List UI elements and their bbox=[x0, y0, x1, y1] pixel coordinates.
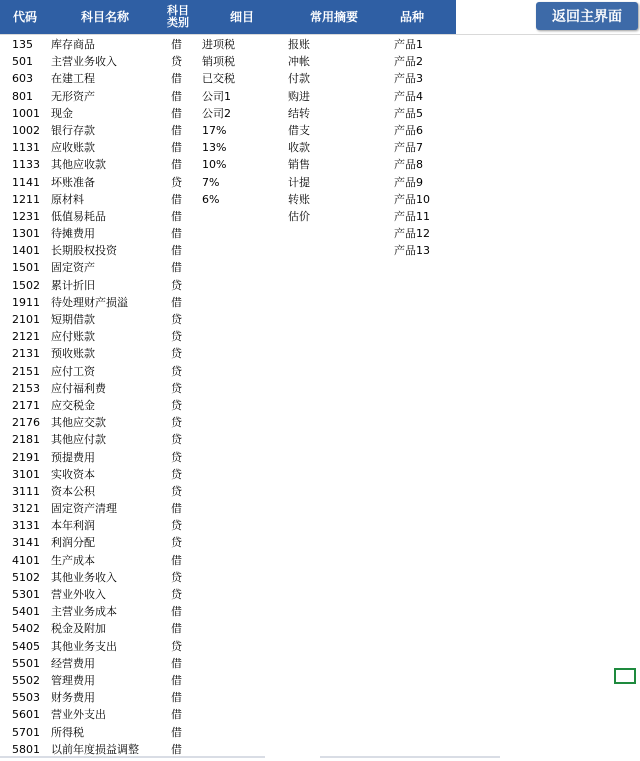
account-code-cell[interactable]: 5601 bbox=[12, 708, 40, 722]
header-subject-type bbox=[160, 0, 196, 34]
header-subject-type-line1: 科目 bbox=[167, 4, 189, 17]
detail-cell[interactable]: 已交税 bbox=[202, 72, 235, 86]
account-type-cell[interactable]: 借 bbox=[171, 89, 182, 103]
summary-cell[interactable]: 收款 bbox=[288, 141, 310, 155]
account-code-cell[interactable]: 5301 bbox=[12, 588, 40, 601]
product-cell[interactable]: 产品5 bbox=[394, 106, 423, 120]
account-type-cell[interactable]: 贷 bbox=[171, 364, 182, 378]
product-cell[interactable]: 产品11 bbox=[394, 209, 430, 223]
account-code-cell[interactable]: 1141 bbox=[12, 175, 40, 189]
account-code-cell[interactable]: 3141 bbox=[12, 536, 40, 550]
account-name-cell[interactable]: 待处理财产损溢 bbox=[51, 295, 128, 309]
account-type-cell[interactable]: 借 bbox=[171, 106, 182, 120]
product-cell[interactable]: 产品1 bbox=[394, 38, 423, 51]
header-subject-type-line2: 类别 bbox=[167, 16, 189, 29]
detail-cell[interactable]: 13% bbox=[202, 141, 227, 155]
account-name-cell[interactable]: 生产成本 bbox=[51, 553, 95, 567]
account-code-cell[interactable]: 5801 bbox=[12, 742, 40, 756]
detail-cell[interactable]: 6% bbox=[202, 192, 220, 206]
detail-cell[interactable]: 公司1 bbox=[202, 89, 231, 103]
product-cell[interactable]: 产品9 bbox=[394, 175, 423, 189]
account-code-cell[interactable]: 5502 bbox=[12, 673, 40, 687]
account-name-cell[interactable]: 资本公积 bbox=[51, 484, 95, 498]
account-code-cell[interactable]: 801 bbox=[12, 89, 33, 103]
account-type-cell[interactable]: 借 bbox=[171, 261, 182, 275]
account-type-cell[interactable]: 借 bbox=[171, 742, 182, 756]
account-code-cell[interactable]: 2153 bbox=[12, 381, 40, 395]
account-type-cell[interactable]: 借 bbox=[171, 141, 182, 155]
account-type-cell[interactable]: 贷 bbox=[171, 175, 182, 189]
account-name-cell[interactable]: 固定资产清理 bbox=[51, 502, 117, 516]
account-code-cell[interactable]: 2171 bbox=[12, 398, 40, 412]
account-name-cell[interactable]: 其他业务支出 bbox=[51, 639, 117, 653]
account-type-cell[interactable]: 借 bbox=[171, 553, 182, 567]
account-name-cell[interactable]: 财务费用 bbox=[51, 691, 95, 705]
account-code-cell[interactable]: 1211 bbox=[12, 192, 40, 206]
account-type-cell[interactable]: 贷 bbox=[171, 278, 182, 292]
summary-column bbox=[288, 36, 368, 225]
account-code-cell[interactable]: 3101 bbox=[12, 467, 40, 481]
subject-type-column bbox=[171, 36, 191, 758]
account-type-cell[interactable]: 借 bbox=[171, 622, 182, 636]
account-name-cell[interactable]: 所得税 bbox=[51, 725, 84, 739]
account-code-cell[interactable]: 1131 bbox=[12, 141, 40, 155]
account-type-cell[interactable]: 贷 bbox=[171, 639, 182, 653]
account-type-cell[interactable]: 借 bbox=[171, 691, 182, 705]
product-cell[interactable]: 产品12 bbox=[394, 227, 430, 241]
account-name-cell[interactable]: 以前年度损益调整 bbox=[51, 742, 139, 756]
account-code-cell[interactable]: 3131 bbox=[12, 519, 40, 533]
account-code-cell[interactable]: 135 bbox=[12, 38, 33, 51]
account-code-cell[interactable]: 5503 bbox=[12, 691, 40, 705]
account-name-cell[interactable]: 本年利润 bbox=[51, 519, 95, 533]
account-code-cell[interactable]: 1502 bbox=[12, 278, 40, 292]
product-cell[interactable]: 产品10 bbox=[394, 192, 430, 206]
account-name-cell[interactable]: 低值易耗品 bbox=[51, 209, 106, 223]
summary-cell[interactable]: 报账 bbox=[288, 38, 310, 51]
account-type-cell[interactable]: 贷 bbox=[171, 330, 182, 344]
return-main-button[interactable]: 返回主界面 bbox=[536, 2, 638, 30]
active-cell-selection[interactable] bbox=[614, 668, 636, 684]
account-type-cell[interactable]: 贷 bbox=[171, 55, 182, 69]
account-name-cell[interactable]: 应付工资 bbox=[51, 364, 95, 378]
account-name-cell[interactable]: 银行存款 bbox=[51, 123, 95, 137]
account-type-cell[interactable]: 贷 bbox=[171, 484, 182, 498]
summary-cell[interactable]: 冲帐 bbox=[288, 55, 310, 69]
account-type-cell[interactable]: 借 bbox=[171, 708, 182, 722]
account-type-cell[interactable]: 借 bbox=[171, 725, 182, 739]
account-type-cell[interactable]: 贷 bbox=[171, 588, 182, 601]
summary-cell[interactable]: 估价 bbox=[288, 209, 310, 223]
account-type-cell[interactable]: 借 bbox=[171, 605, 182, 619]
account-type-cell[interactable]: 借 bbox=[171, 656, 182, 670]
account-name-cell[interactable]: 应付福利费 bbox=[51, 381, 106, 395]
account-name-cell[interactable]: 利润分配 bbox=[51, 536, 95, 550]
account-type-cell[interactable]: 借 bbox=[171, 502, 182, 516]
account-name-cell[interactable]: 其他业务收入 bbox=[51, 570, 117, 584]
account-name-cell[interactable]: 主营业务成本 bbox=[51, 605, 117, 619]
account-code-cell[interactable]: 1002 bbox=[12, 123, 40, 137]
account-type-cell[interactable]: 贷 bbox=[171, 313, 182, 326]
account-name-cell[interactable]: 应收账款 bbox=[51, 141, 95, 155]
account-name-cell[interactable]: 在建工程 bbox=[51, 72, 95, 86]
account-type-cell[interactable]: 贷 bbox=[171, 570, 182, 584]
detail-cell[interactable]: 公司2 bbox=[202, 106, 231, 120]
summary-cell[interactable]: 付款 bbox=[288, 72, 310, 86]
product-cell[interactable]: 产品6 bbox=[394, 123, 423, 137]
account-code-cell[interactable]: 2176 bbox=[12, 416, 40, 430]
account-code-cell[interactable]: 3111 bbox=[12, 484, 40, 498]
account-type-cell[interactable]: 借 bbox=[171, 244, 182, 258]
account-code-cell[interactable]: 1301 bbox=[12, 227, 40, 241]
account-code-cell[interactable]: 5402 bbox=[12, 622, 40, 636]
subject-name-column bbox=[51, 36, 171, 758]
account-code-cell[interactable]: 1401 bbox=[12, 244, 40, 258]
account-code-cell[interactable]: 1231 bbox=[12, 209, 40, 223]
account-type-cell[interactable]: 贷 bbox=[171, 398, 182, 412]
header-code: 代码 bbox=[12, 10, 37, 24]
account-type-cell[interactable]: 贷 bbox=[171, 347, 182, 361]
account-type-cell[interactable]: 贷 bbox=[171, 450, 182, 464]
account-code-cell[interactable]: 5701 bbox=[12, 725, 40, 739]
account-name-cell[interactable]: 实收资本 bbox=[51, 467, 95, 481]
account-type-cell[interactable]: 借 bbox=[171, 673, 182, 687]
account-name-cell[interactable]: 经营费用 bbox=[51, 656, 95, 670]
detail-cell[interactable]: 进项税 bbox=[202, 38, 235, 51]
account-code-cell[interactable]: 2151 bbox=[12, 364, 40, 378]
account-code-cell[interactable]: 1501 bbox=[12, 261, 40, 275]
account-type-cell[interactable]: 借 bbox=[171, 72, 182, 86]
detail-cell[interactable]: 7% bbox=[202, 175, 220, 189]
account-name-cell[interactable]: 其他应收款 bbox=[51, 158, 106, 172]
account-code-cell[interactable]: 1911 bbox=[12, 295, 40, 309]
detail-cell[interactable]: 10% bbox=[202, 158, 227, 172]
account-type-cell[interactable]: 贷 bbox=[171, 433, 182, 447]
account-name-cell[interactable]: 管理费用 bbox=[51, 673, 95, 687]
account-code-cell[interactable]: 2191 bbox=[12, 450, 40, 464]
account-name-cell[interactable]: 固定资产 bbox=[51, 261, 95, 275]
account-code-cell[interactable]: 5401 bbox=[12, 605, 40, 619]
account-name-cell[interactable]: 短期借款 bbox=[51, 313, 95, 326]
summary-cell[interactable]: 转账 bbox=[288, 192, 310, 206]
account-code-cell[interactable]: 2121 bbox=[12, 330, 40, 344]
account-name-cell[interactable]: 累计折旧 bbox=[51, 278, 95, 292]
detail-column bbox=[202, 36, 282, 208]
header-divider bbox=[0, 34, 640, 35]
sheet-bottom-line bbox=[0, 756, 265, 758]
summary-cell[interactable]: 结转 bbox=[288, 106, 310, 120]
account-type-cell[interactable]: 贷 bbox=[171, 381, 182, 395]
account-name-cell[interactable]: 应付账款 bbox=[51, 330, 95, 344]
detail-cell[interactable]: 17% bbox=[202, 123, 227, 137]
account-code-cell[interactable]: 501 bbox=[12, 55, 33, 69]
account-code-cell[interactable]: 603 bbox=[12, 72, 33, 86]
account-name-cell[interactable]: 应交税金 bbox=[51, 398, 95, 412]
account-type-cell[interactable]: 借 bbox=[171, 38, 182, 51]
account-code-cell[interactable]: 1133 bbox=[12, 158, 40, 172]
account-name-cell[interactable]: 其他应付款 bbox=[51, 433, 106, 447]
account-code-cell[interactable]: 2131 bbox=[12, 347, 40, 361]
account-name-cell[interactable]: 营业外收入 bbox=[51, 588, 106, 601]
account-type-cell[interactable]: 贷 bbox=[171, 416, 182, 430]
account-code-cell[interactable]: 5501 bbox=[12, 656, 40, 670]
header-detail: 细目 bbox=[229, 10, 254, 24]
product-cell[interactable]: 产品8 bbox=[394, 158, 423, 172]
account-code-cell[interactable]: 2101 bbox=[12, 313, 40, 326]
account-name-cell[interactable]: 坏账准备 bbox=[51, 175, 95, 189]
header-subject-name: 科目名称 bbox=[80, 10, 129, 24]
account-name-cell[interactable]: 长期股权投资 bbox=[51, 244, 117, 258]
summary-cell[interactable]: 计提 bbox=[288, 175, 310, 189]
account-name-cell[interactable]: 库存商品 bbox=[51, 38, 95, 51]
account-code-cell[interactable]: 5405 bbox=[12, 639, 40, 653]
account-type-cell[interactable]: 借 bbox=[171, 192, 182, 206]
account-type-cell[interactable]: 贷 bbox=[171, 519, 182, 533]
account-code-cell[interactable]: 2181 bbox=[12, 433, 40, 447]
column-header-bar bbox=[0, 0, 456, 34]
account-name-cell[interactable]: 待摊费用 bbox=[51, 227, 95, 241]
account-name-cell[interactable]: 无形资产 bbox=[51, 89, 95, 103]
account-name-cell[interactable]: 原材料 bbox=[51, 192, 84, 206]
account-type-cell[interactable]: 借 bbox=[171, 158, 182, 172]
account-code-cell[interactable]: 3121 bbox=[12, 502, 40, 516]
summary-cell[interactable]: 销售 bbox=[288, 158, 310, 172]
account-name-cell[interactable]: 营业外支出 bbox=[51, 708, 106, 722]
header-product: 品种 bbox=[399, 10, 424, 24]
account-code-cell[interactable]: 1001 bbox=[12, 106, 40, 120]
account-name-cell[interactable]: 税金及附加 bbox=[51, 622, 106, 636]
product-cell[interactable]: 产品4 bbox=[394, 89, 423, 103]
account-name-cell[interactable]: 其他应交款 bbox=[51, 416, 106, 430]
product-cell[interactable]: 产品3 bbox=[394, 72, 423, 86]
account-type-cell[interactable]: 借 bbox=[171, 123, 182, 137]
header-summary: 常用摘要 bbox=[309, 10, 358, 24]
detail-cell[interactable]: 销项税 bbox=[202, 55, 235, 69]
product-cell[interactable]: 产品7 bbox=[394, 141, 423, 155]
summary-cell[interactable]: 购进 bbox=[288, 89, 310, 103]
account-name-cell[interactable]: 主营业务收入 bbox=[51, 55, 117, 69]
summary-cell[interactable]: 借支 bbox=[288, 123, 310, 137]
product-cell[interactable]: 产品13 bbox=[394, 244, 430, 258]
product-cell[interactable]: 产品2 bbox=[394, 55, 423, 69]
code-column bbox=[10, 36, 50, 758]
account-type-cell[interactable]: 借 bbox=[171, 227, 182, 241]
account-code-cell[interactable]: 5102 bbox=[12, 570, 40, 584]
account-type-cell[interactable]: 贷 bbox=[171, 467, 182, 481]
sheet-bottom-line bbox=[320, 756, 500, 758]
account-code-cell[interactable]: 4101 bbox=[12, 553, 40, 567]
account-type-cell[interactable]: 贷 bbox=[171, 536, 182, 550]
account-type-cell[interactable]: 借 bbox=[171, 295, 182, 309]
account-type-cell[interactable]: 借 bbox=[171, 209, 182, 223]
product-column bbox=[394, 36, 454, 259]
account-name-cell[interactable]: 预收账款 bbox=[51, 347, 95, 361]
account-name-cell[interactable]: 现金 bbox=[51, 106, 73, 120]
account-name-cell[interactable]: 预提费用 bbox=[51, 450, 95, 464]
